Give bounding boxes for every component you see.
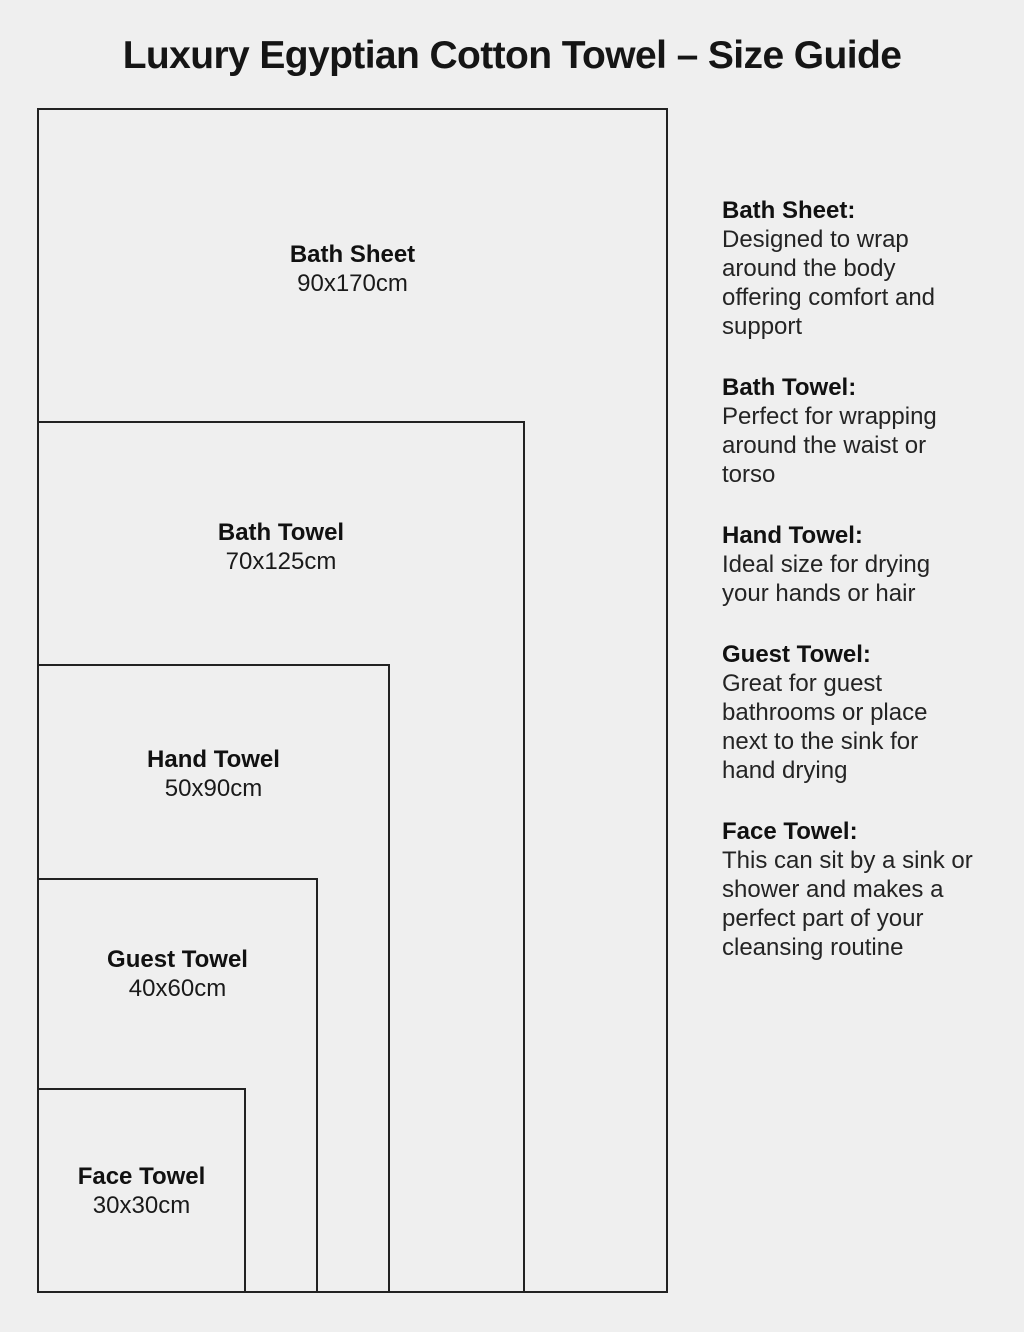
description-guest-towel [722, 640, 978, 785]
description-body: Ideal size for drying your hands or hair [722, 551, 931, 607]
description-body: This can sit by a sink or shower and makes a perfect part of your cleansing routine [722, 847, 973, 961]
towel-name: Guest Towel [107, 946, 248, 973]
description-bath-towel [722, 373, 978, 489]
towel-name: Face Towel [77, 1163, 206, 1190]
descriptions-panel [722, 196, 978, 994]
towel-size: 40x60cm [128, 975, 227, 1002]
towel-name: Hand Towel [147, 746, 280, 773]
size-label-bath-sheet [37, 240, 668, 298]
page-title: Luxury Egyptian Cotton Towel – Size Guide [122, 34, 902, 77]
towel-size: 90x170cm [297, 270, 408, 297]
size-label-face-towel [37, 1162, 246, 1220]
description-hand-towel [722, 521, 978, 608]
towel-size: 70x125cm [225, 548, 337, 575]
description-heading: Face Towel: [722, 818, 858, 845]
description-body: Perfect for wrapping around the waist or torso [722, 403, 937, 488]
description-body: Great for guest bathrooms or place next to the sink for hand drying [722, 670, 928, 784]
towel-name: Bath Sheet [289, 241, 416, 268]
description-heading: Hand Towel: [722, 522, 863, 549]
description-heading: Bath Towel: [722, 374, 857, 401]
description-bath-sheet [722, 196, 978, 341]
towel-size: 50x90cm [164, 775, 263, 802]
size-label-hand-towel [37, 745, 390, 803]
size-label-guest-towel [37, 945, 318, 1003]
towel-name: Bath Towel [217, 519, 345, 546]
description-body: Designed to wrap around the body offering comfort and support [722, 226, 936, 340]
description-heading: Guest Towel: [722, 641, 871, 668]
description-heading: Bath Sheet: [722, 197, 856, 224]
size-label-bath-towel [37, 518, 525, 576]
description-face-towel [722, 817, 978, 962]
towel-size: 30x30cm [92, 1192, 191, 1219]
